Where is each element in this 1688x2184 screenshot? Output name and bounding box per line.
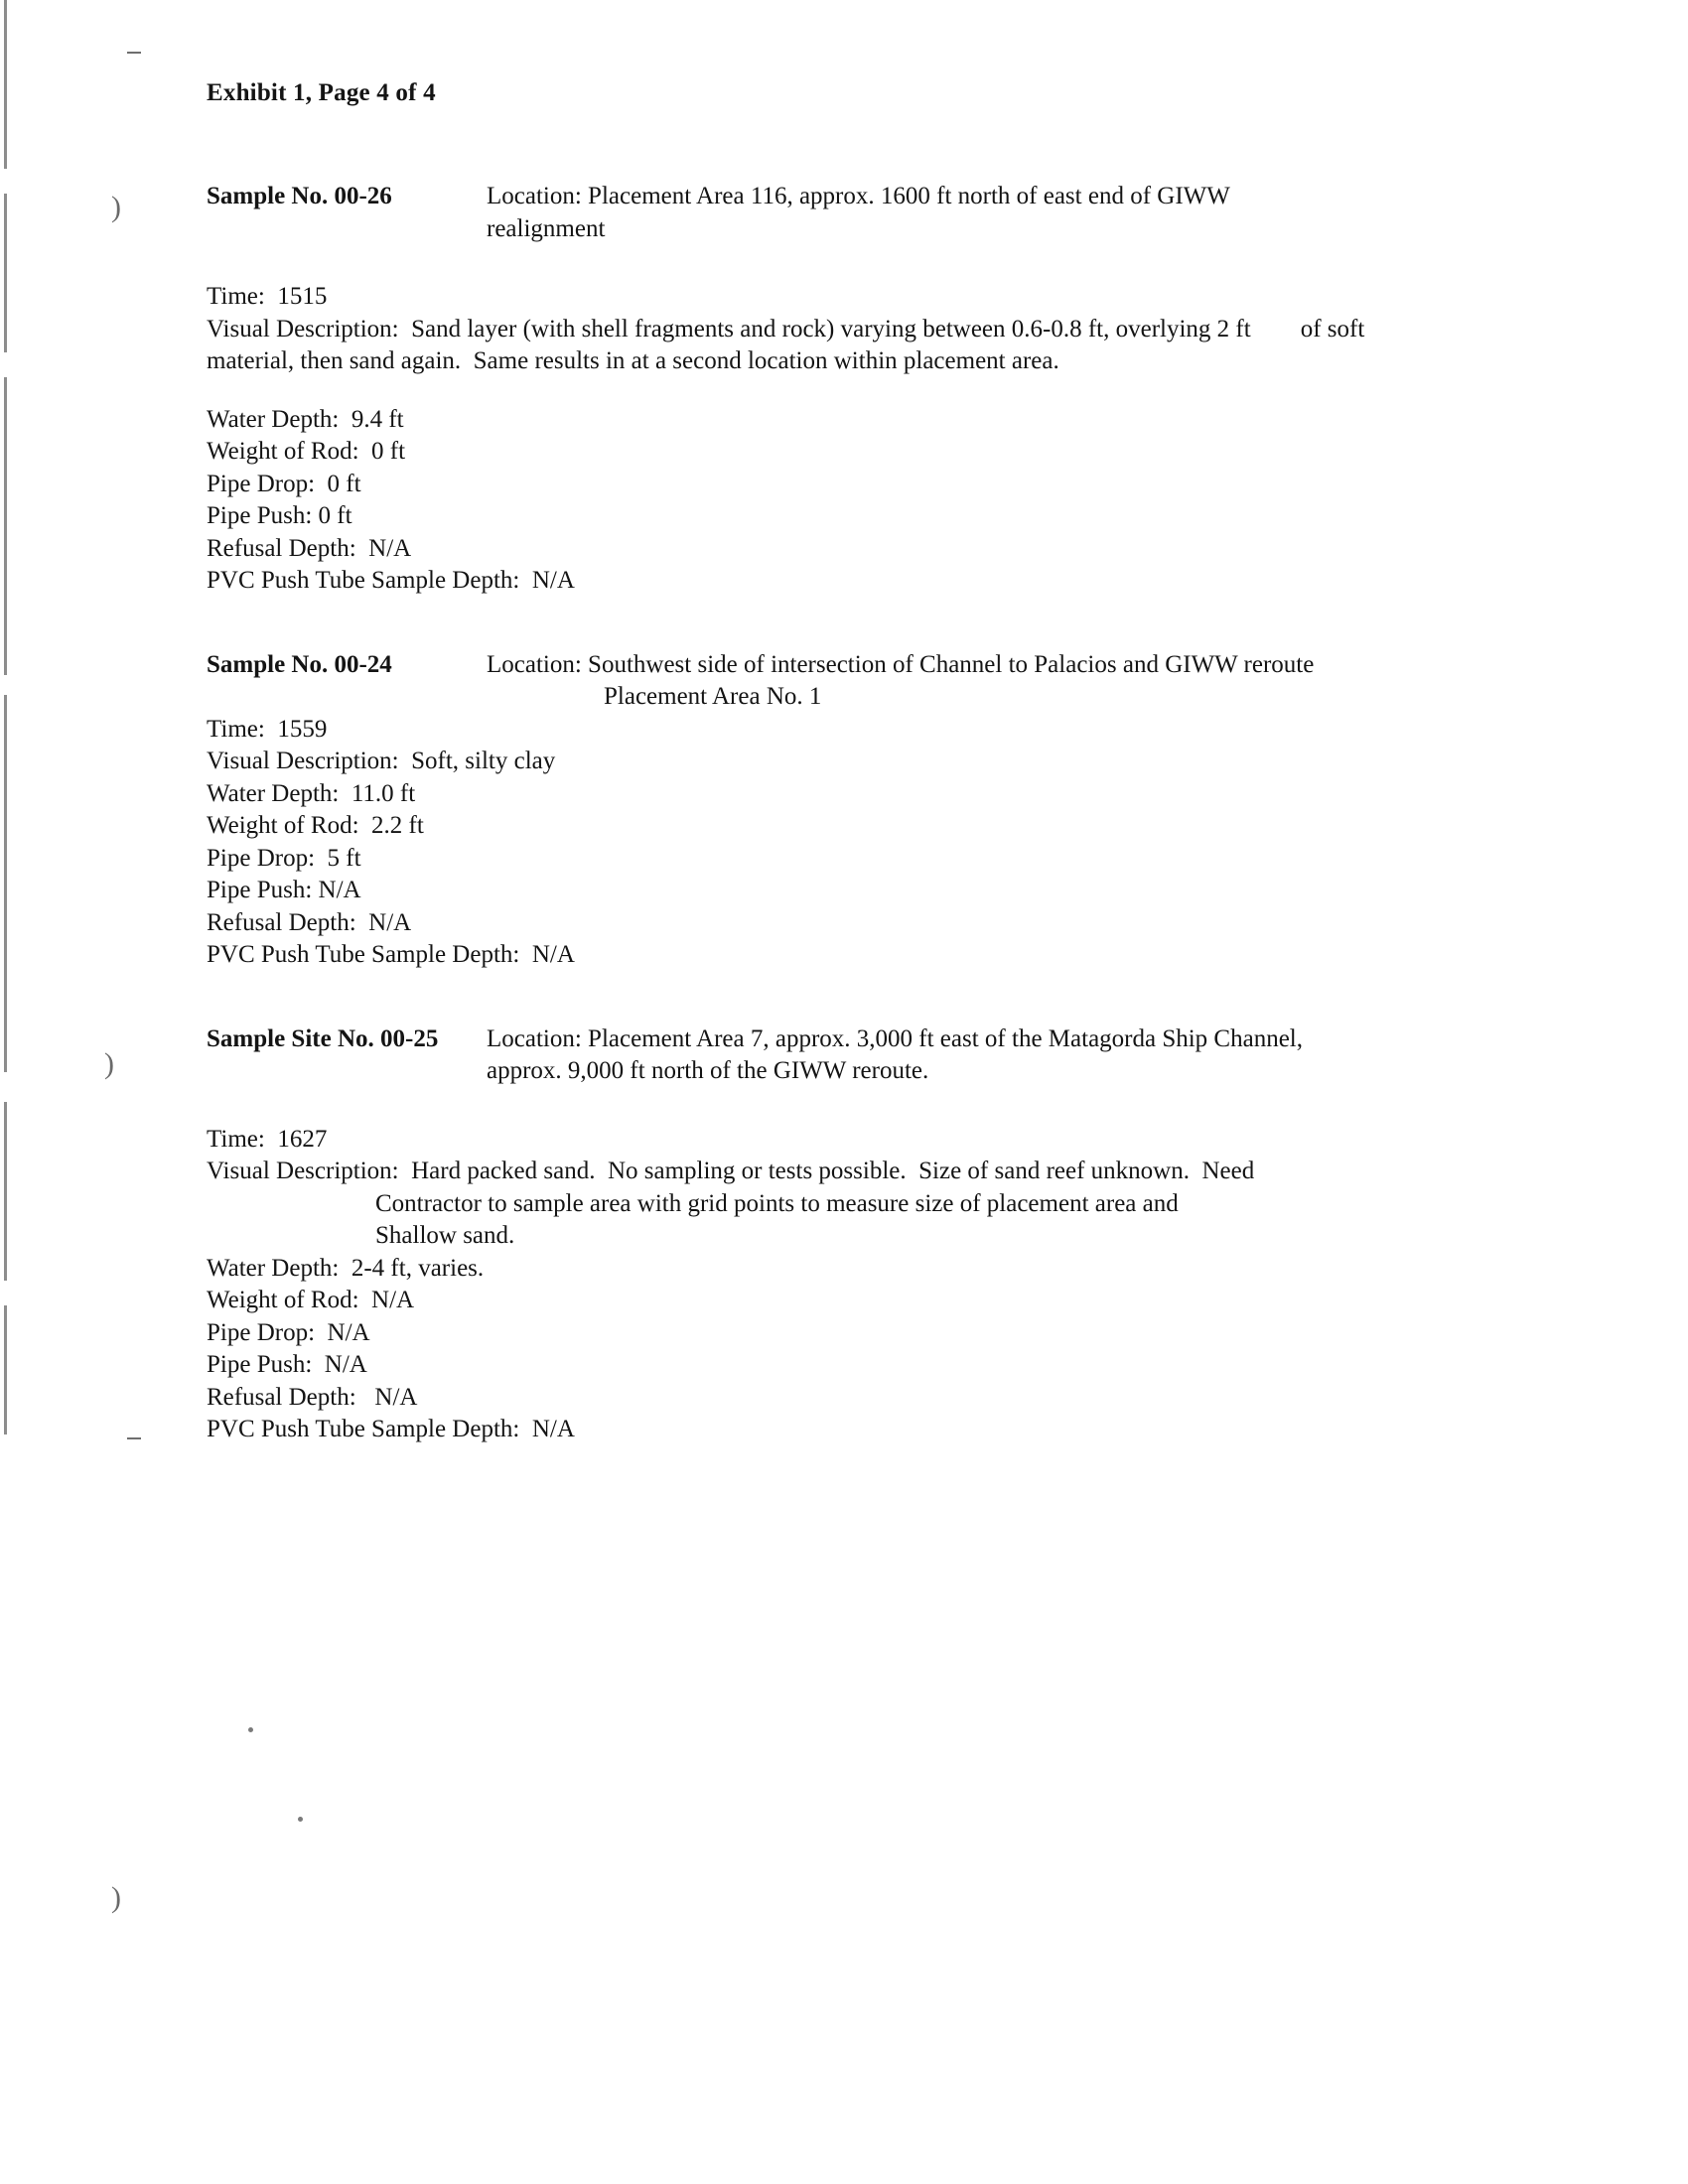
sample-location-line2: realignment	[487, 214, 606, 242]
measurement-water-depth: Water Depth: 9.4 ft	[207, 405, 404, 433]
margin-paren-mark-2: )	[104, 1047, 114, 1080]
sample-location-line2: approx. 9,000 ft north of the GIWW reroute.	[487, 1057, 929, 1084]
sample-visual-description-line2: Contractor to sample area with grid points to measure size of placement area and	[375, 1189, 1179, 1217]
measurement-pvc-push-tube-sample-depth: PVC Push Tube Sample Depth: N/A	[207, 941, 575, 968]
sample-measurements	[207, 1253, 1497, 1446]
sample-measurements	[207, 404, 1497, 598]
sample-time: Time: 1627	[207, 1125, 328, 1153]
sample-visual-description-line1: Visual Description: Sand layer (with shell fragments and rock) varying between 0.6-0.8 ft, overlying 2 ft of soft	[207, 315, 1365, 342]
measurement-weight-of-rod: Weight of Rod: N/A	[207, 1287, 415, 1313]
scan-tick-mark	[127, 1437, 141, 1439]
measurement-pvc-push-tube-sample-depth: PVC Push Tube Sample Depth: N/A	[207, 567, 575, 594]
sample-header	[207, 1024, 1497, 1088]
sample-time: Time: 1559	[207, 715, 328, 743]
measurement-pipe-drop: Pipe Drop: N/A	[207, 1318, 370, 1346]
measurement-pipe-push: Pipe Push: N/A	[207, 877, 361, 903]
scan-edge-artifact	[4, 377, 7, 675]
sample-description	[207, 714, 1497, 778]
measurement-refusal-depth: Refusal Depth: N/A	[207, 534, 412, 562]
sample-location-line1: Location: Southwest side of intersection of Channel to Palacios and GIWW reroute	[487, 650, 1315, 678]
scan-edge-artifact	[4, 194, 7, 352]
sample-location	[487, 649, 1497, 714]
document-content	[207, 79, 1497, 1446]
scan-edge-artifact	[4, 1305, 7, 1434]
measurement-refusal-depth: Refusal Depth: N/A	[207, 1383, 418, 1411]
scan-speck	[298, 1817, 303, 1822]
sample-visual-description-line1: Visual Description: Hard packed sand. No sampling or tests possible. Size of sand reef unknown. Need	[207, 1158, 1255, 1184]
sample-location	[487, 181, 1497, 245]
sample-location	[487, 1024, 1497, 1088]
measurement-water-depth: Water Depth: 11.0 ft	[207, 779, 416, 807]
sample-id-label: Sample Site No. 00-25	[207, 1024, 439, 1052]
sample-id-label: Sample No. 00-26	[207, 183, 392, 209]
margin-paren-mark-1: )	[111, 191, 121, 223]
sample-block-00-25	[207, 1024, 1497, 1446]
scan-edge-artifact	[4, 695, 7, 1072]
sample-header	[207, 181, 1497, 245]
measurement-pvc-push-tube-sample-depth: PVC Push Tube Sample Depth: N/A	[207, 1416, 575, 1442]
sample-location-line1: Location: Placement Area 7, approx. 3,000 ft east of the Matagorda Ship Channel,	[487, 1024, 1303, 1052]
measurement-pipe-drop: Pipe Drop: 5 ft	[207, 844, 361, 872]
sample-description	[207, 1124, 1497, 1253]
scan-speck	[248, 1727, 253, 1732]
measurement-pipe-push: Pipe Push: N/A	[207, 1351, 367, 1378]
sample-location-line2: Placement Area No. 1	[604, 683, 822, 710]
sample-visual-description-line3: Shallow sand.	[375, 1222, 515, 1249]
sample-time: Time: 1515	[207, 283, 328, 310]
measurement-weight-of-rod: Weight of Rod: 0 ft	[207, 438, 406, 465]
scan-tick-mark	[127, 52, 141, 54]
sample-visual-description-line1: Visual Description: Soft, silty clay	[207, 748, 556, 774]
margin-paren-mark-3: )	[111, 1881, 121, 1914]
scan-edge-artifact	[4, 0, 7, 169]
scan-edge-artifact	[4, 1102, 7, 1281]
sample-id-label: Sample No. 00-24	[207, 650, 392, 678]
sample-header	[207, 649, 1497, 714]
measurement-refusal-depth: Refusal Depth: N/A	[207, 908, 412, 936]
measurement-weight-of-rod: Weight of Rod: 2.2 ft	[207, 812, 424, 839]
measurement-pipe-push: Pipe Push: 0 ft	[207, 502, 352, 529]
page-title: Exhibit 1, Page 4 of 4	[207, 79, 436, 106]
sample-block-00-24	[207, 649, 1497, 972]
measurement-pipe-drop: Pipe Drop: 0 ft	[207, 470, 361, 497]
measurement-water-depth: Water Depth: 2-4 ft, varies.	[207, 1254, 485, 1282]
sample-block-00-26	[207, 181, 1497, 598]
sample-visual-description-line2: material, then sand again. Same results in at a second location within placement area.	[207, 347, 1059, 374]
sample-measurements	[207, 778, 1497, 972]
sample-description	[207, 281, 1497, 378]
sample-location-line1: Location: Placement Area 116, approx. 1600 ft north of east end of GIWW	[487, 183, 1230, 209]
